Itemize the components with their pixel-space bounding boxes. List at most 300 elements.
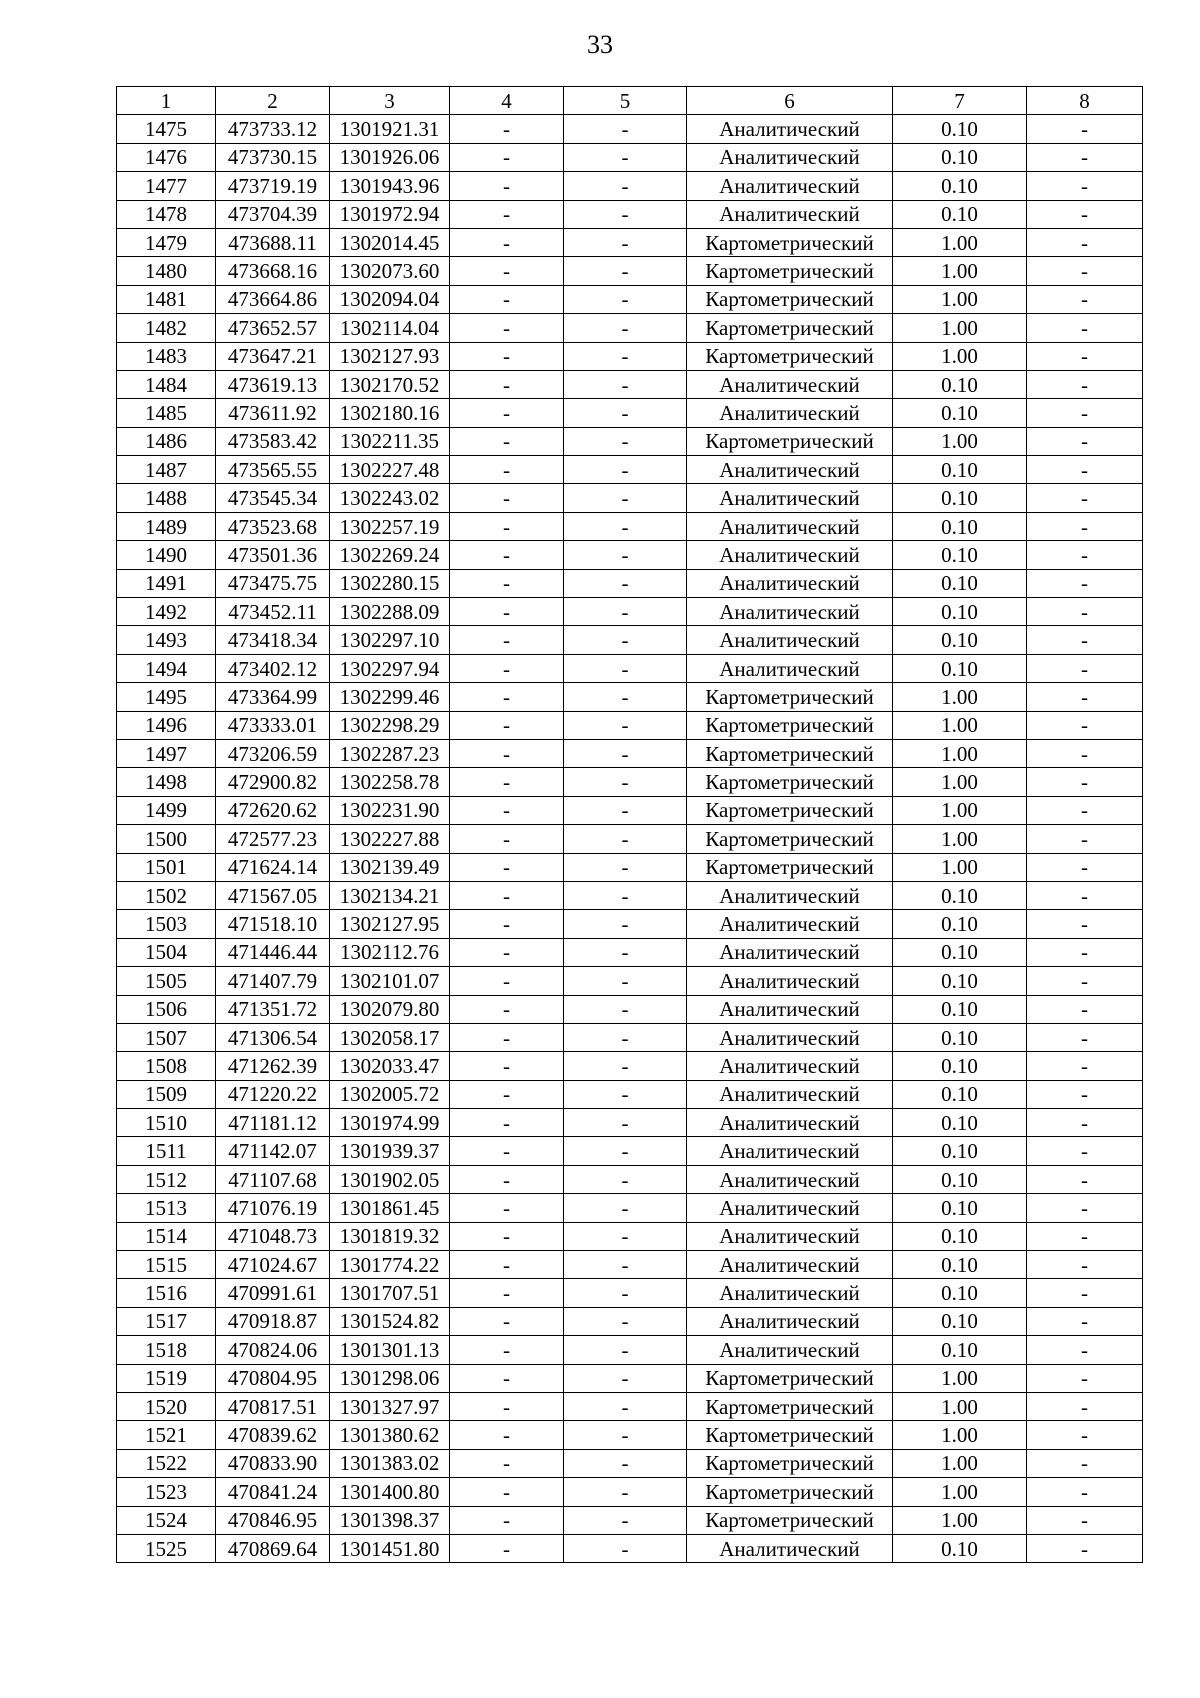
table-header-row bbox=[117, 87, 1143, 115]
point-number-cell: 1500 bbox=[117, 825, 216, 853]
x-coordinate-cell: 473565.55 bbox=[216, 456, 330, 484]
point-number-cell: 1486 bbox=[117, 427, 216, 455]
column-8-cell: - bbox=[1027, 1080, 1143, 1108]
accuracy-cell: 1.00 bbox=[893, 285, 1027, 313]
point-number-cell: 1505 bbox=[117, 967, 216, 995]
table-row bbox=[117, 399, 1143, 427]
method-cell: Аналитический bbox=[687, 115, 893, 143]
point-number-cell: 1517 bbox=[117, 1307, 216, 1335]
point-number-cell: 1520 bbox=[117, 1392, 216, 1420]
y-coordinate-cell: 1301972.94 bbox=[330, 200, 450, 228]
column-5-cell: - bbox=[564, 881, 687, 909]
table-row bbox=[117, 314, 1143, 342]
y-coordinate-cell: 1301861.45 bbox=[330, 1194, 450, 1222]
method-cell: Аналитический bbox=[687, 456, 893, 484]
x-coordinate-cell: 471076.19 bbox=[216, 1194, 330, 1222]
y-coordinate-cell: 1301926.06 bbox=[330, 143, 450, 171]
table-row bbox=[117, 569, 1143, 597]
method-cell: Аналитический bbox=[687, 1109, 893, 1137]
accuracy-cell: 1.00 bbox=[893, 739, 1027, 767]
column-5-cell: - bbox=[564, 626, 687, 654]
column-8-cell: - bbox=[1027, 683, 1143, 711]
column-8-cell: - bbox=[1027, 1506, 1143, 1534]
method-cell: Аналитический bbox=[687, 967, 893, 995]
y-coordinate-cell: 1302299.46 bbox=[330, 683, 450, 711]
point-number-cell: 1487 bbox=[117, 456, 216, 484]
accuracy-cell: 0.10 bbox=[893, 1534, 1027, 1562]
point-number-cell: 1480 bbox=[117, 257, 216, 285]
table-row bbox=[117, 598, 1143, 626]
accuracy-cell: 1.00 bbox=[893, 1449, 1027, 1477]
table-row bbox=[117, 1449, 1143, 1477]
column-5-cell: - bbox=[564, 1449, 687, 1477]
y-coordinate-cell: 1301301.13 bbox=[330, 1336, 450, 1364]
y-coordinate-cell: 1302231.90 bbox=[330, 796, 450, 824]
point-number-cell: 1521 bbox=[117, 1421, 216, 1449]
x-coordinate-cell: 473501.36 bbox=[216, 541, 330, 569]
column-4-cell: - bbox=[450, 768, 564, 796]
accuracy-cell: 0.10 bbox=[893, 1194, 1027, 1222]
y-coordinate-cell: 1302127.93 bbox=[330, 342, 450, 370]
accuracy-cell: 0.10 bbox=[893, 512, 1027, 540]
accuracy-cell: 0.10 bbox=[893, 910, 1027, 938]
column-8-cell: - bbox=[1027, 1109, 1143, 1137]
y-coordinate-cell: 1302227.88 bbox=[330, 825, 450, 853]
accuracy-cell: 0.10 bbox=[893, 1137, 1027, 1165]
column-5-cell: - bbox=[564, 1251, 687, 1279]
method-cell: Аналитический bbox=[687, 143, 893, 171]
column-4-cell: - bbox=[450, 1165, 564, 1193]
table-row bbox=[117, 910, 1143, 938]
method-cell: Аналитический bbox=[687, 938, 893, 966]
x-coordinate-cell: 473733.12 bbox=[216, 115, 330, 143]
method-cell: Аналитический bbox=[687, 1279, 893, 1307]
column-5-cell: - bbox=[564, 683, 687, 711]
column-5-cell: - bbox=[564, 825, 687, 853]
point-number-cell: 1492 bbox=[117, 598, 216, 626]
point-number-cell: 1499 bbox=[117, 796, 216, 824]
table-row bbox=[117, 1506, 1143, 1534]
y-coordinate-cell: 1301451.80 bbox=[330, 1534, 450, 1562]
table-row bbox=[117, 285, 1143, 313]
table-row bbox=[117, 739, 1143, 767]
y-coordinate-cell: 1302298.29 bbox=[330, 711, 450, 739]
x-coordinate-cell: 471181.12 bbox=[216, 1109, 330, 1137]
accuracy-cell: 1.00 bbox=[893, 683, 1027, 711]
column-4-cell: - bbox=[450, 257, 564, 285]
x-coordinate-cell: 473206.59 bbox=[216, 739, 330, 767]
column-8-cell: - bbox=[1027, 257, 1143, 285]
column-4-cell: - bbox=[450, 995, 564, 1023]
column-4-cell: - bbox=[450, 1336, 564, 1364]
column-8-cell: - bbox=[1027, 825, 1143, 853]
point-number-cell: 1498 bbox=[117, 768, 216, 796]
table-row bbox=[117, 1251, 1143, 1279]
accuracy-cell: 1.00 bbox=[893, 1364, 1027, 1392]
column-4-cell: - bbox=[450, 512, 564, 540]
table-row bbox=[117, 1392, 1143, 1420]
column-4-cell: - bbox=[450, 1023, 564, 1051]
point-number-cell: 1501 bbox=[117, 853, 216, 881]
column-8-cell: - bbox=[1027, 796, 1143, 824]
accuracy-cell: 1.00 bbox=[893, 228, 1027, 256]
accuracy-cell: 1.00 bbox=[893, 853, 1027, 881]
accuracy-cell: 0.10 bbox=[893, 200, 1027, 228]
table-row bbox=[117, 796, 1143, 824]
table-row bbox=[117, 967, 1143, 995]
method-cell: Аналитический bbox=[687, 569, 893, 597]
column-8-cell: - bbox=[1027, 1364, 1143, 1392]
method-cell: Аналитический bbox=[687, 910, 893, 938]
column-4-cell: - bbox=[450, 1251, 564, 1279]
method-cell: Картометрический bbox=[687, 739, 893, 767]
column-8-cell: - bbox=[1027, 967, 1143, 995]
point-number-cell: 1494 bbox=[117, 654, 216, 682]
column-4-cell: - bbox=[450, 399, 564, 427]
method-cell: Картометрический bbox=[687, 285, 893, 313]
y-coordinate-cell: 1301400.80 bbox=[330, 1478, 450, 1506]
column-4-cell: - bbox=[450, 967, 564, 995]
y-coordinate-cell: 1302297.94 bbox=[330, 654, 450, 682]
column-4-cell: - bbox=[450, 1364, 564, 1392]
column-5-cell: - bbox=[564, 1023, 687, 1051]
point-number-cell: 1515 bbox=[117, 1251, 216, 1279]
column-5-cell: - bbox=[564, 598, 687, 626]
y-coordinate-cell: 1302287.23 bbox=[330, 739, 450, 767]
column-header: 8 bbox=[1027, 87, 1143, 115]
x-coordinate-cell: 470869.64 bbox=[216, 1534, 330, 1562]
table-row bbox=[117, 1534, 1143, 1562]
column-5-cell: - bbox=[564, 1478, 687, 1506]
x-coordinate-cell: 473545.34 bbox=[216, 484, 330, 512]
accuracy-cell: 0.10 bbox=[893, 1307, 1027, 1335]
accuracy-cell: 0.10 bbox=[893, 626, 1027, 654]
x-coordinate-cell: 473664.86 bbox=[216, 285, 330, 313]
y-coordinate-cell: 1302112.76 bbox=[330, 938, 450, 966]
table-row bbox=[117, 1137, 1143, 1165]
accuracy-cell: 0.10 bbox=[893, 370, 1027, 398]
column-8-cell: - bbox=[1027, 1194, 1143, 1222]
column-5-cell: - bbox=[564, 314, 687, 342]
column-8-cell: - bbox=[1027, 1052, 1143, 1080]
column-5-cell: - bbox=[564, 427, 687, 455]
y-coordinate-cell: 1301298.06 bbox=[330, 1364, 450, 1392]
column-header: 4 bbox=[450, 87, 564, 115]
x-coordinate-cell: 471142.07 bbox=[216, 1137, 330, 1165]
method-cell: Аналитический bbox=[687, 654, 893, 682]
method-cell: Картометрический bbox=[687, 1449, 893, 1477]
y-coordinate-cell: 1301398.37 bbox=[330, 1506, 450, 1534]
table-row bbox=[117, 768, 1143, 796]
column-8-cell: - bbox=[1027, 342, 1143, 370]
table-row bbox=[117, 881, 1143, 909]
column-8-cell: - bbox=[1027, 1165, 1143, 1193]
column-5-cell: - bbox=[564, 853, 687, 881]
column-8-cell: - bbox=[1027, 143, 1143, 171]
method-cell: Аналитический bbox=[687, 1080, 893, 1108]
method-cell: Аналитический bbox=[687, 541, 893, 569]
point-number-cell: 1519 bbox=[117, 1364, 216, 1392]
column-5-cell: - bbox=[564, 200, 687, 228]
method-cell: Картометрический bbox=[687, 1506, 893, 1534]
accuracy-cell: 0.10 bbox=[893, 654, 1027, 682]
method-cell: Картометрический bbox=[687, 853, 893, 881]
column-8-cell: - bbox=[1027, 995, 1143, 1023]
coordinates-table bbox=[116, 86, 1143, 1563]
column-4-cell: - bbox=[450, 910, 564, 938]
table-body bbox=[117, 115, 1143, 1563]
x-coordinate-cell: 473647.21 bbox=[216, 342, 330, 370]
table-row bbox=[117, 115, 1143, 143]
point-number-cell: 1476 bbox=[117, 143, 216, 171]
table-row bbox=[117, 200, 1143, 228]
point-number-cell: 1496 bbox=[117, 711, 216, 739]
point-number-cell: 1511 bbox=[117, 1137, 216, 1165]
column-5-cell: - bbox=[564, 1109, 687, 1137]
point-number-cell: 1479 bbox=[117, 228, 216, 256]
table-row bbox=[117, 1279, 1143, 1307]
column-4-cell: - bbox=[450, 1109, 564, 1137]
column-5-cell: - bbox=[564, 1052, 687, 1080]
x-coordinate-cell: 473475.75 bbox=[216, 569, 330, 597]
method-cell: Картометрический bbox=[687, 342, 893, 370]
point-number-cell: 1516 bbox=[117, 1279, 216, 1307]
y-coordinate-cell: 1301921.31 bbox=[330, 115, 450, 143]
column-4-cell: - bbox=[450, 115, 564, 143]
column-8-cell: - bbox=[1027, 910, 1143, 938]
x-coordinate-cell: 473619.13 bbox=[216, 370, 330, 398]
accuracy-cell: 0.10 bbox=[893, 967, 1027, 995]
y-coordinate-cell: 1302005.72 bbox=[330, 1080, 450, 1108]
column-8-cell: - bbox=[1027, 456, 1143, 484]
column-8-cell: - bbox=[1027, 285, 1143, 313]
method-cell: Аналитический bbox=[687, 1251, 893, 1279]
column-5-cell: - bbox=[564, 1364, 687, 1392]
column-4-cell: - bbox=[450, 427, 564, 455]
column-5-cell: - bbox=[564, 143, 687, 171]
y-coordinate-cell: 1301774.22 bbox=[330, 1251, 450, 1279]
table-row bbox=[117, 541, 1143, 569]
point-number-cell: 1478 bbox=[117, 200, 216, 228]
table-row bbox=[117, 456, 1143, 484]
x-coordinate-cell: 470817.51 bbox=[216, 1392, 330, 1420]
method-cell: Аналитический bbox=[687, 1307, 893, 1335]
table-row bbox=[117, 172, 1143, 200]
y-coordinate-cell: 1302114.04 bbox=[330, 314, 450, 342]
y-coordinate-cell: 1301974.99 bbox=[330, 1109, 450, 1137]
column-8-cell: - bbox=[1027, 1478, 1143, 1506]
y-coordinate-cell: 1302079.80 bbox=[330, 995, 450, 1023]
column-8-cell: - bbox=[1027, 654, 1143, 682]
column-4-cell: - bbox=[450, 569, 564, 597]
accuracy-cell: 0.10 bbox=[893, 569, 1027, 597]
column-header: 3 bbox=[330, 87, 450, 115]
method-cell: Картометрический bbox=[687, 228, 893, 256]
column-4-cell: - bbox=[450, 1449, 564, 1477]
column-8-cell: - bbox=[1027, 115, 1143, 143]
x-coordinate-cell: 471024.67 bbox=[216, 1251, 330, 1279]
table-row bbox=[117, 1336, 1143, 1364]
point-number-cell: 1491 bbox=[117, 569, 216, 597]
y-coordinate-cell: 1301939.37 bbox=[330, 1137, 450, 1165]
y-coordinate-cell: 1302014.45 bbox=[330, 228, 450, 256]
accuracy-cell: 1.00 bbox=[893, 825, 1027, 853]
column-5-cell: - bbox=[564, 1080, 687, 1108]
point-number-cell: 1525 bbox=[117, 1534, 216, 1562]
accuracy-cell: 0.10 bbox=[893, 541, 1027, 569]
column-8-cell: - bbox=[1027, 427, 1143, 455]
y-coordinate-cell: 1302134.21 bbox=[330, 881, 450, 909]
column-5-cell: - bbox=[564, 768, 687, 796]
point-number-cell: 1512 bbox=[117, 1165, 216, 1193]
column-8-cell: - bbox=[1027, 853, 1143, 881]
x-coordinate-cell: 471446.44 bbox=[216, 938, 330, 966]
table-row bbox=[117, 1165, 1143, 1193]
column-8-cell: - bbox=[1027, 172, 1143, 200]
y-coordinate-cell: 1302058.17 bbox=[330, 1023, 450, 1051]
column-5-cell: - bbox=[564, 711, 687, 739]
x-coordinate-cell: 471351.72 bbox=[216, 995, 330, 1023]
table-row bbox=[117, 1194, 1143, 1222]
y-coordinate-cell: 1302127.95 bbox=[330, 910, 450, 938]
column-4-cell: - bbox=[450, 1137, 564, 1165]
x-coordinate-cell: 473611.92 bbox=[216, 399, 330, 427]
column-5-cell: - bbox=[564, 995, 687, 1023]
column-4-cell: - bbox=[450, 626, 564, 654]
point-number-cell: 1483 bbox=[117, 342, 216, 370]
column-4-cell: - bbox=[450, 796, 564, 824]
column-4-cell: - bbox=[450, 228, 564, 256]
point-number-cell: 1503 bbox=[117, 910, 216, 938]
column-8-cell: - bbox=[1027, 370, 1143, 398]
column-4-cell: - bbox=[450, 172, 564, 200]
column-8-cell: - bbox=[1027, 739, 1143, 767]
x-coordinate-cell: 471567.05 bbox=[216, 881, 330, 909]
accuracy-cell: 0.10 bbox=[893, 456, 1027, 484]
column-header: 1 bbox=[117, 87, 216, 115]
x-coordinate-cell: 473452.11 bbox=[216, 598, 330, 626]
accuracy-cell: 0.10 bbox=[893, 1109, 1027, 1137]
method-cell: Аналитический bbox=[687, 172, 893, 200]
column-4-cell: - bbox=[450, 370, 564, 398]
column-8-cell: - bbox=[1027, 1534, 1143, 1562]
method-cell: Аналитический bbox=[687, 1194, 893, 1222]
column-4-cell: - bbox=[450, 143, 564, 171]
method-cell: Аналитический bbox=[687, 598, 893, 626]
column-8-cell: - bbox=[1027, 1137, 1143, 1165]
accuracy-cell: 0.10 bbox=[893, 143, 1027, 171]
y-coordinate-cell: 1302094.04 bbox=[330, 285, 450, 313]
column-8-cell: - bbox=[1027, 228, 1143, 256]
method-cell: Картометрический bbox=[687, 314, 893, 342]
column-4-cell: - bbox=[450, 739, 564, 767]
point-number-cell: 1497 bbox=[117, 739, 216, 767]
x-coordinate-cell: 470833.90 bbox=[216, 1449, 330, 1477]
column-5-cell: - bbox=[564, 172, 687, 200]
point-number-cell: 1481 bbox=[117, 285, 216, 313]
method-cell: Картометрический bbox=[687, 257, 893, 285]
y-coordinate-cell: 1302139.49 bbox=[330, 853, 450, 881]
column-4-cell: - bbox=[450, 683, 564, 711]
column-8-cell: - bbox=[1027, 1279, 1143, 1307]
x-coordinate-cell: 472577.23 bbox=[216, 825, 330, 853]
column-8-cell: - bbox=[1027, 1222, 1143, 1250]
accuracy-cell: 0.10 bbox=[893, 1279, 1027, 1307]
column-5-cell: - bbox=[564, 1421, 687, 1449]
method-cell: Аналитический bbox=[687, 1052, 893, 1080]
accuracy-cell: 0.10 bbox=[893, 1052, 1027, 1080]
column-4-cell: - bbox=[450, 881, 564, 909]
x-coordinate-cell: 471518.10 bbox=[216, 910, 330, 938]
table-row bbox=[117, 825, 1143, 853]
column-5-cell: - bbox=[564, 967, 687, 995]
method-cell: Картометрический bbox=[687, 711, 893, 739]
accuracy-cell: 1.00 bbox=[893, 314, 1027, 342]
point-number-cell: 1508 bbox=[117, 1052, 216, 1080]
table-row bbox=[117, 626, 1143, 654]
y-coordinate-cell: 1301943.96 bbox=[330, 172, 450, 200]
column-5-cell: - bbox=[564, 1222, 687, 1250]
column-4-cell: - bbox=[450, 938, 564, 966]
column-5-cell: - bbox=[564, 541, 687, 569]
table-row bbox=[117, 683, 1143, 711]
method-cell: Аналитический bbox=[687, 200, 893, 228]
table-row bbox=[117, 1421, 1143, 1449]
column-5-cell: - bbox=[564, 342, 687, 370]
y-coordinate-cell: 1302280.15 bbox=[330, 569, 450, 597]
column-4-cell: - bbox=[450, 711, 564, 739]
y-coordinate-cell: 1302227.48 bbox=[330, 456, 450, 484]
column-5-cell: - bbox=[564, 739, 687, 767]
column-4-cell: - bbox=[450, 1392, 564, 1420]
page-number: 33 bbox=[587, 30, 613, 59]
accuracy-cell: 0.10 bbox=[893, 598, 1027, 626]
y-coordinate-cell: 1301902.05 bbox=[330, 1165, 450, 1193]
x-coordinate-cell: 471107.68 bbox=[216, 1165, 330, 1193]
accuracy-cell: 0.10 bbox=[893, 1023, 1027, 1051]
column-5-cell: - bbox=[564, 1165, 687, 1193]
column-8-cell: - bbox=[1027, 1023, 1143, 1051]
table-row bbox=[117, 853, 1143, 881]
column-8-cell: - bbox=[1027, 541, 1143, 569]
y-coordinate-cell: 1302257.19 bbox=[330, 512, 450, 540]
table-row bbox=[117, 995, 1143, 1023]
x-coordinate-cell: 473730.15 bbox=[216, 143, 330, 171]
column-header: 6 bbox=[687, 87, 893, 115]
x-coordinate-cell: 471407.79 bbox=[216, 967, 330, 995]
y-coordinate-cell: 1302033.47 bbox=[330, 1052, 450, 1080]
column-4-cell: - bbox=[450, 1080, 564, 1108]
x-coordinate-cell: 470918.87 bbox=[216, 1307, 330, 1335]
y-coordinate-cell: 1301524.82 bbox=[330, 1307, 450, 1335]
x-coordinate-cell: 473704.39 bbox=[216, 200, 330, 228]
x-coordinate-cell: 471624.14 bbox=[216, 853, 330, 881]
table-row bbox=[117, 1023, 1143, 1051]
x-coordinate-cell: 471306.54 bbox=[216, 1023, 330, 1051]
column-4-cell: - bbox=[450, 1052, 564, 1080]
point-number-cell: 1518 bbox=[117, 1336, 216, 1364]
point-number-cell: 1502 bbox=[117, 881, 216, 909]
point-number-cell: 1522 bbox=[117, 1449, 216, 1477]
point-number-cell: 1510 bbox=[117, 1109, 216, 1137]
column-4-cell: - bbox=[450, 1307, 564, 1335]
x-coordinate-cell: 470804.95 bbox=[216, 1364, 330, 1392]
column-4-cell: - bbox=[450, 342, 564, 370]
method-cell: Картометрический bbox=[687, 825, 893, 853]
column-5-cell: - bbox=[564, 1506, 687, 1534]
column-4-cell: - bbox=[450, 825, 564, 853]
point-number-cell: 1488 bbox=[117, 484, 216, 512]
